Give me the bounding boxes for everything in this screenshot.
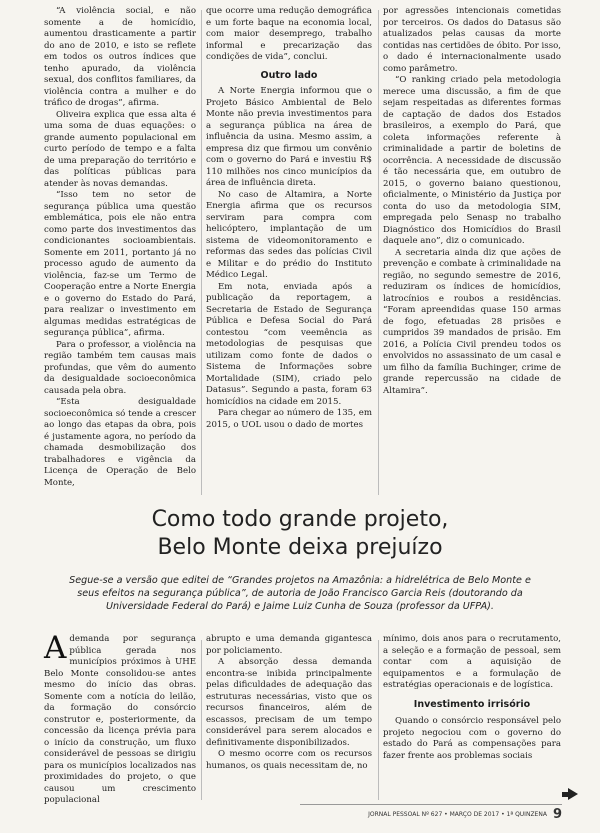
paragraph: No caso de Altamira, a Norte Energia afirma que os recursos serviram para compra com helicóptero, implantação de um sistema de videomonitoramento e reformas das sedes das polícias Civil e Militar e do prédio do Instituto Médico Legal. [206,189,372,280]
paragraph: O mesmo ocorre com os recursos humanos, os quais necessitam de, no [206,749,372,771]
paragraph: A Norte Energia informou que o Projeto Básico Ambiental de Belo Monte não previa investimentos para a segurança pública na área de influência da usina. Mesmo assim, a empresa diz que firmou um convênio com o governo do Pará e investiu R$ 110 milhões nos cinco municípios da área de influência direta. [206,86,372,188]
paragraph: abrupto e uma demanda gigantesca por policiamento. [206,634,372,656]
paragraph: Em nota, enviada após a publicação da reportagem, a Secretaria de Estado de Segurança Pública e Defesa Social do Pará contestou “com veemência as metodologias de pesquisas que utilizam como fonte de dados o Sistema de Informações sobre Mortalidade (SIM), criado pelo Datasus”. Segundo a pasta, foram 63 homicídios na cidade em 2015. [206,281,372,407]
column-3-top [383,6,561,397]
subhead-outro-lado: Outro lado [260,69,318,81]
paragraph: “A violência social, e não somente a de homicídio, aumentou drasticamente a partir do ano de 2010, e isto se reflete em todos os outros índices que tenho apurado, da violência sexual, dos conflitos familiares, da violência contra a mulher e do tráfico de drogas”, afirma. [44,6,196,108]
drop-cap: A [44,630,67,666]
subhead-investimento-irrisorio: Investimento irrisório [413,698,531,710]
headline-line-2: Belo Monte deixa prejuízo [157,535,443,560]
paragraph: Quando o consórcio responsável pelo projeto negociou com o governo do estado do Pará as compensações para fazer frente aos problemas sociais [383,716,561,761]
column-3-bottom [383,634,561,762]
article-deck: Segue-se a versão que editei de “Grandes projetos na Amazônia: a hidrelétrica de Belo Monte e seus efeitos na segurança pública”, de autoria de João Francisco Garcia Reis (doutorando da Universidade Federal do Pará) e Jaime Luiz Cunha de Souza (professor da UFPA). [69,575,531,612]
article-headline [0,506,600,562]
paragraph: Para chegar ao número de 135, em 2015, o UOL usou o dado de mortes [206,408,372,430]
page-footer [300,804,562,822]
paragraph: “Esta desigualdade socioeconômica só tende a crescer ao longo das etapas da obra, pois é justamente agora, no período da chamada desmobilização dos trabalhadores e vigência da Licença de Operação de Belo Monte, [44,397,196,488]
column-divider [201,10,202,495]
paragraph: por agressões intencionais cometidas por terceiros. Os dados do Datasus são atualizados pelas causas da morte contidas nas certidões de óbito. Por isso, o dado é internacionalmente usado como parâmetro. [383,6,562,74]
column-divider [201,640,202,800]
paragraph: Para o professor, a violência na região também tem causas mais profundas, que vêm do aumento da desigualdade socioeconômica causada pela obra. [44,339,196,396]
paragraph: “O ranking criado pela metodologia merece uma discussão, a fim de que sejam respeitadas as diferentes formas de captação de dados dos Estados brasileiros, a exemplo do Pará, que coleta informações referente à criminalidade a partir de boletins de ocorrência. A necessidade de discussão é tão necessária que, em outubro de 2015, o governo baiano questionou, oficialmente, o Ministério da Justiça por conta do uso da metodologia SIM, empregada pelo Senasp no trabalho Diagnóstico dos Homicídios do Brasil daquele ano”, diz o comunicado. [383,75,561,246]
footer-text: JORNAL PESSOAL Nº 627 • MARÇO DE 2017 • 1ª QUINZENA [368,811,547,818]
column-1-bottom [44,630,196,807]
headline-line-1: Como todo grande projeto, [151,507,449,532]
paragraph-text: demanda por segurança pública gerada nos municípios próximos à UHE Belo Monte consolidou-se antes mesmo do início das obras. Somente com a notícia do leilão, da formação do consórcio construtor e, posteriormente, da concessão da licença prévia para o início da construção, um fluxo considerável de pessoas se dirigiu para os municípios localizados nas proximidades do projeto, o que causou um crescimento populacional [44,634,196,805]
page-number: 9 [552,807,562,822]
column-divider [378,640,379,800]
column-1-top [44,6,196,489]
paragraph: que ocorre uma redução demográfica e um forte baque na economia local, com maior desemprego, trabalho informal e precarização das condições de vida”, conclui. [206,6,372,62]
column-2-bottom [206,634,372,772]
paragraph: Oliveira explica que essa alta é uma soma de duas equações: o grande aumento populacional em curto período de tempo e a falta de uma preparação do território e das políticas públicas para atender às novas demandas. [44,109,196,189]
paragraph: mínimo, dois anos para o recrutamento, a seleção e a formação de pessoal, sem contar com a aquisição de equipamentos e a formulação de estratégias operacionais e de logística. [383,634,561,690]
paragraph: A absorção dessa demanda encontra-se inibida principalmente pelas dificuldades de adequação das estruturas necessárias, visto que os recursos financeiros, além de escassos, precisam de um tempo considerável para serem alocados e definitivamente disponibilizados. [206,657,372,748]
paragraph [44,630,196,807]
column-2-top [206,6,372,431]
arrow-right-icon [568,788,578,800]
column-divider [378,10,379,495]
paragraph: “Isso tem no setor de segurança pública uma questão emblemática, pois ele não entra como parte dos investimentos das condicionantes socioambientais. Somente em 2011, portanto já no processo agudo de aumento da violência, faz-se um Termo de Cooperação entre a Norte Energia e o governo do Estado do Pará, para realizar o investimento em algumas medidas estratégicas de segurança pública”, afirma. [44,190,196,338]
paragraph: A secretaria ainda diz que ações de prevenção e combate à criminalidade na região, no segundo semestre de 2016, reduziram os índices de homicídios, latrocínios e roubos a residências. “Foram apreendidas quase 150 armas de fogo, efetuadas 28 prisões e cumpridos 39 mandados de prisão. Em 2016, a Polícia Civil prendeu todos os envolvidos no assassinato de um casal e um filho da família Buchinger, crime de grande repercussão na cidade de Altamira”. [383,247,561,396]
